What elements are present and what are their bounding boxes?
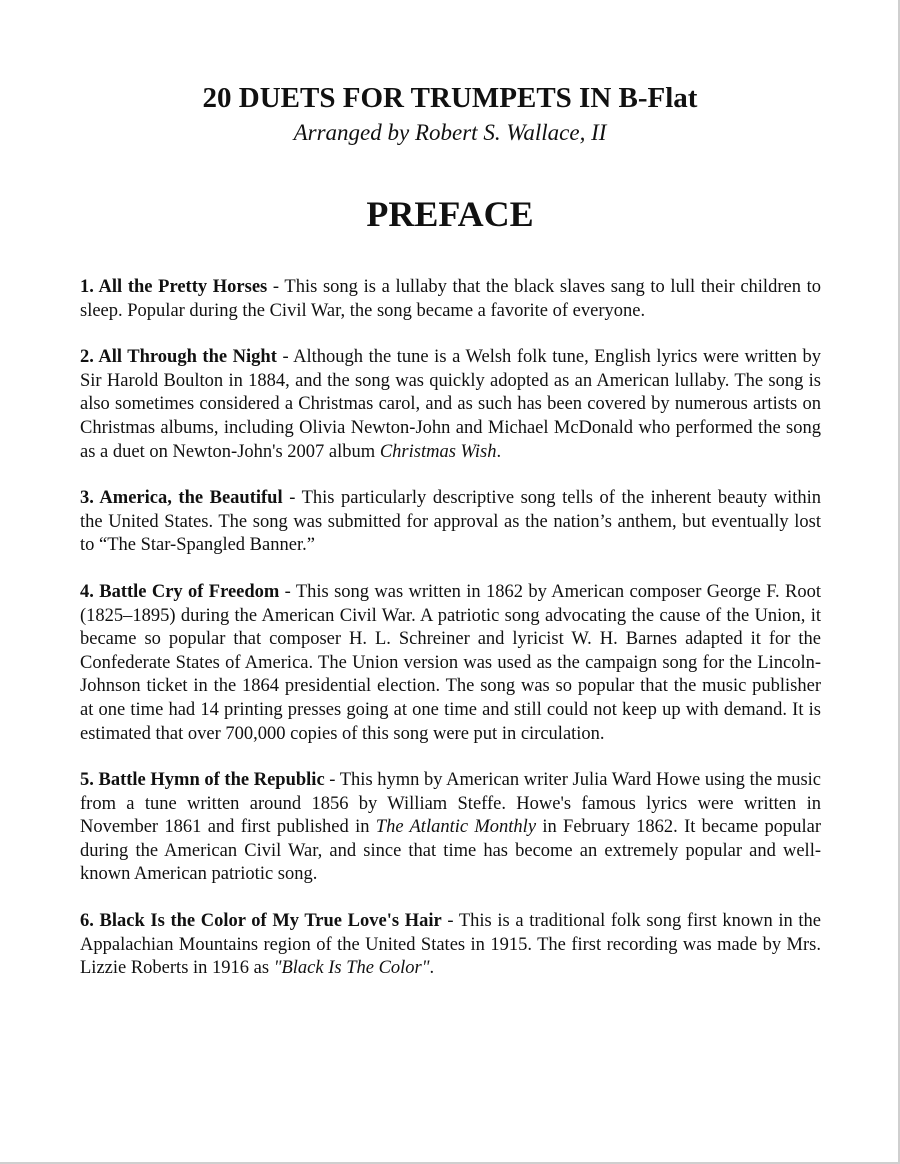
entry-song-title: 2. All Through the Night (80, 347, 277, 368)
entry-album-title: Christmas Wish (379, 441, 497, 462)
entry-description-end: in February 1862. It became popular during the American Civil War, and since that time has become an extremely popular and well-known American patriotic song. (80, 817, 821, 885)
preface-entry-america-the-beautiful (80, 487, 821, 558)
entry-description: - This particularly descriptive song tells of the inherent beauty within the United States. The song was submitted for approval as the nation’s anthem, but eventually lost to “The Star-Spangled Banner.” (80, 488, 822, 556)
preface-entry-black-is-the-color (80, 910, 821, 981)
entry-publication-title: The Atlantic Monthly (375, 817, 537, 838)
entry-song-title: 6. Black Is the Color of My True Love's Hair (80, 911, 442, 932)
entry-description-end: . (496, 441, 502, 462)
entry-description: - Although the tune is a Welsh folk tune, English lyrics were written by Sir Harold Boulton in 1884, and the song was quickly adopted as an American lullaby. The song is also sometimes considered a Christmas carol, and as such has been covered by numerous artists on Christmas albums, including Olivia Newton-John and Michael McDonald who performed the song as a duet on Newton-John's 2007 album (80, 347, 822, 462)
entry-description: - This is a traditional folk song first known in the Appalachian Mountains region of the United States in 1915. The first recording was made by Mrs. Lizzie Roberts in 1916 as (80, 911, 822, 979)
entry-description: - This song is a lullaby that the black slaves sang to lull their children to sleep. Popular during the Civil War, the song became a favorite of everyone. (80, 277, 821, 321)
entry-description: - This hymn by American writer Julia Ward Howe using the music from a tune written around 1856 by William Steffe. Howe's famous lyrics were written in November 1861 and first published in (80, 770, 821, 838)
entry-song-title: 4. Battle Cry of Freedom (80, 581, 280, 602)
preface-entry-all-through-the-night (80, 346, 821, 464)
preface-entry-battle-hymn-of-the-republic (80, 769, 821, 887)
entry-song-title: 1. All the Pretty Horses (80, 277, 268, 297)
preface-heading: PREFACE (366, 194, 534, 234)
entry-song-title: 3. America, the Beautiful (80, 488, 283, 509)
preface-entry-all-the-pretty-horses (80, 276, 821, 323)
book-subtitle: Arranged by Robert S. Wallace, II (293, 120, 607, 145)
entry-description: - This song was written in 1862 by American composer George F. Root (1825–1895) during the American Civil War. A patriotic song advocating the cause of the Union, it became so popular that composer H. L. Schreiner and lyricist W. H. Barnes adapted it for the Confederate States of America. The Union version was used as the campaign song for the Lincoln-Johnson ticket in the 1864 presidential election. The song was so popular that the music publisher at one time had 14 printing presses going at one time and still could not keep up with demand. It is estimated that over 700,000 copies of this song were put in circulation. (80, 581, 821, 744)
entry-song-title: 5. Battle Hymn of the Republic (80, 770, 325, 791)
book-title: 20 DUETS FOR TRUMPETS IN B-Flat (202, 82, 698, 114)
preface-entry-battle-cry-of-freedom (80, 581, 821, 746)
entry-description-end: . (429, 958, 435, 979)
entry-recording-title: "Black Is The Color" (273, 958, 430, 979)
preface-entries (80, 276, 821, 1004)
